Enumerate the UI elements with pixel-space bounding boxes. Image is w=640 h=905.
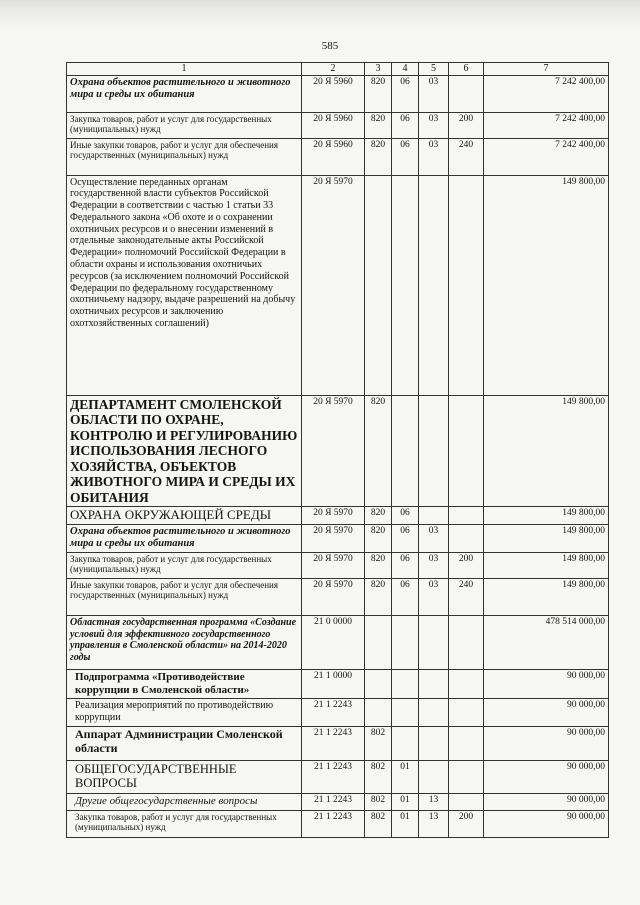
row-pr: 13 — [419, 794, 449, 811]
row-rz: 06 — [392, 553, 419, 579]
row-rz: 01 — [392, 794, 419, 811]
row-vr — [449, 75, 484, 112]
row-pr — [419, 761, 449, 794]
row-amount: 90 000,00 — [484, 761, 609, 794]
row-amount: 149 800,00 — [484, 553, 609, 579]
row-name: Закупка товаров, работ и услуг для государственных (муниципальных) нужд — [67, 553, 302, 579]
row-name: Подпрограмма «Противодействие коррупции в Смоленской области» — [67, 670, 302, 699]
row-name: Реализация мероприятий по противодействию коррупции — [67, 699, 302, 727]
row-grbs: 802 — [365, 794, 392, 811]
table-row — [67, 507, 609, 525]
row-csr: 20 Я 5970 — [302, 525, 365, 553]
row-vr — [449, 727, 484, 761]
row-vr: 200 — [449, 553, 484, 579]
row-grbs: 820 — [365, 579, 392, 616]
row-rz: 06 — [392, 112, 419, 138]
row-vr — [449, 670, 484, 699]
row-rz — [392, 727, 419, 761]
row-csr: 20 Я 5970 — [302, 553, 365, 579]
row-pr — [419, 395, 449, 507]
row-pr: 03 — [419, 579, 449, 616]
table-header-row — [67, 63, 609, 76]
row-pr: 03 — [419, 112, 449, 138]
row-name: Другие общегосударственные вопросы — [67, 794, 302, 811]
row-pr — [419, 507, 449, 525]
row-grbs: 820 — [365, 75, 392, 112]
row-grbs: 820 — [365, 112, 392, 138]
table-row — [67, 761, 609, 794]
row-vr — [449, 699, 484, 727]
row-csr: 20 Я 5960 — [302, 112, 365, 138]
row-name: Охрана объектов растительного и животного мира и среды их обитания — [67, 75, 302, 112]
header-col-name: 1 — [67, 63, 302, 76]
row-grbs: 820 — [365, 553, 392, 579]
row-pr: 03 — [419, 553, 449, 579]
table-row — [67, 175, 609, 395]
row-csr: 21 1 0000 — [302, 670, 365, 699]
table-row — [67, 727, 609, 761]
header-col-vr: 6 — [449, 63, 484, 76]
row-csr: 20 Я 5970 — [302, 579, 365, 616]
row-grbs — [365, 616, 392, 670]
row-name: ДЕПАРТАМЕНТ СМОЛЕНСКОЙ ОБЛАСТИ ПО ОХРАНЕ, КОНТРОЛЮ И РЕГУЛИРОВАНИЮ ИСПОЛЬЗОВАНИЯ ЛЕСНОГО ХОЗЯЙСТВА, ОБЪЕКТОВ ЖИВОТНОГО МИРА И СРЕДЫ ИХ ОБИТАНИЯ — [67, 395, 302, 507]
row-rz — [392, 670, 419, 699]
row-amount: 149 800,00 — [484, 175, 609, 395]
header-col-grbs: 3 — [365, 63, 392, 76]
row-amount: 149 800,00 — [484, 525, 609, 553]
row-vr — [449, 395, 484, 507]
row-vr: 240 — [449, 579, 484, 616]
row-pr — [419, 727, 449, 761]
table-row — [67, 395, 609, 507]
row-csr: 21 1 2243 — [302, 794, 365, 811]
row-csr: 21 1 2243 — [302, 727, 365, 761]
row-amount: 149 800,00 — [484, 507, 609, 525]
row-name: Аппарат Администрации Смоленской области — [67, 727, 302, 761]
table-row — [67, 616, 609, 670]
row-csr: 20 Я 5970 — [302, 175, 365, 395]
row-pr — [419, 616, 449, 670]
row-grbs — [365, 175, 392, 395]
row-rz — [392, 395, 419, 507]
row-amount: 7 242 400,00 — [484, 112, 609, 138]
table-row — [67, 811, 609, 838]
row-rz — [392, 699, 419, 727]
row-rz: 01 — [392, 761, 419, 794]
row-vr — [449, 761, 484, 794]
row-name: Осуществление переданных органам государственной власти субъектов Российской Федерации в соответствии с частью 1 статьи 33 Федерального закона «Об охоте и о сохранении охотничьих ресурсов и о внесении изменений в отдельные законодательные акты Российской Федерации» полномочий Российской Федерации в области охраны и использования охотничьих ресурсов (за исключением полномочий Российской Федерации по федеральному государственному охотничьему надзору, выдаче разрешений на добычу охотничьих ресурсов и заключению охотхозяйственных соглашений) — [67, 175, 302, 395]
row-name: Закупка товаров, работ и услуг для государственных (муниципальных) нужд — [67, 112, 302, 138]
row-csr: 20 Я 5960 — [302, 138, 365, 175]
header-col-pr: 5 — [419, 63, 449, 76]
row-grbs: 802 — [365, 811, 392, 838]
row-vr: 200 — [449, 112, 484, 138]
row-grbs: 820 — [365, 138, 392, 175]
row-amount: 90 000,00 — [484, 670, 609, 699]
row-name: Закупка товаров, работ и услуг для государственных (муниципальных) нужд — [67, 811, 302, 838]
row-vr: 200 — [449, 811, 484, 838]
row-amount: 149 800,00 — [484, 395, 609, 507]
table-row — [67, 525, 609, 553]
table-row — [67, 75, 609, 112]
row-rz: 06 — [392, 75, 419, 112]
row-pr: 03 — [419, 138, 449, 175]
row-name: Иные закупки товаров, работ и услуг для обеспечения государственных (муниципальных) нужд — [67, 138, 302, 175]
row-amount: 149 800,00 — [484, 579, 609, 616]
header-col-amount: 7 — [484, 63, 609, 76]
row-amount: 90 000,00 — [484, 811, 609, 838]
row-vr — [449, 525, 484, 553]
row-pr: 13 — [419, 811, 449, 838]
header-col-csr: 2 — [302, 63, 365, 76]
row-rz: 06 — [392, 507, 419, 525]
row-vr — [449, 175, 484, 395]
row-grbs — [365, 699, 392, 727]
row-grbs — [365, 670, 392, 699]
row-grbs: 802 — [365, 761, 392, 794]
scan-edge-shadow — [0, 0, 640, 40]
row-csr: 21 1 2243 — [302, 761, 365, 794]
table-row — [67, 138, 609, 175]
row-csr: 21 1 2243 — [302, 811, 365, 838]
row-pr — [419, 175, 449, 395]
row-rz — [392, 175, 419, 395]
row-amount: 90 000,00 — [484, 699, 609, 727]
row-csr: 20 Я 5960 — [302, 75, 365, 112]
row-pr — [419, 699, 449, 727]
header-col-rz: 4 — [392, 63, 419, 76]
row-name: Охрана объектов растительного и животного мира и среды их обитания — [67, 525, 302, 553]
row-grbs: 820 — [365, 525, 392, 553]
row-vr — [449, 794, 484, 811]
page-number: 585 — [321, 40, 339, 52]
table-row — [67, 670, 609, 699]
row-rz: 06 — [392, 579, 419, 616]
row-csr: 21 1 2243 — [302, 699, 365, 727]
row-amount: 90 000,00 — [484, 794, 609, 811]
row-grbs: 820 — [365, 395, 392, 507]
row-name: Областная государственная программа «Создание условий для эффективного государственного управления в Смоленской области» на 2014-2020 годы — [67, 616, 302, 670]
table-row — [67, 794, 609, 811]
row-csr: 20 Я 5970 — [302, 395, 365, 507]
row-name: ОХРАНА ОКРУЖАЮЩЕЙ СРЕДЫ — [67, 507, 302, 525]
row-pr: 03 — [419, 75, 449, 112]
table-row — [67, 579, 609, 616]
table-row — [67, 699, 609, 727]
row-grbs: 802 — [365, 727, 392, 761]
row-rz: 06 — [392, 525, 419, 553]
row-rz: 01 — [392, 811, 419, 838]
row-amount: 90 000,00 — [484, 727, 609, 761]
row-vr — [449, 616, 484, 670]
row-name: Иные закупки товаров, работ и услуг для обеспечения государственных (муниципальных) нужд — [67, 579, 302, 616]
table-row — [67, 112, 609, 138]
row-csr: 20 Я 5970 — [302, 507, 365, 525]
row-csr: 21 0 0000 — [302, 616, 365, 670]
table-row — [67, 553, 609, 579]
row-amount: 7 242 400,00 — [484, 75, 609, 112]
row-name: ОБЩЕГОСУДАРСТВЕННЫЕ ВОПРОСЫ — [67, 761, 302, 794]
row-rz: 06 — [392, 138, 419, 175]
row-amount: 7 242 400,00 — [484, 138, 609, 175]
row-rz — [392, 616, 419, 670]
row-pr: 03 — [419, 525, 449, 553]
row-grbs: 820 — [365, 507, 392, 525]
row-pr — [419, 670, 449, 699]
budget-table — [66, 62, 609, 838]
row-vr: 240 — [449, 138, 484, 175]
row-amount: 478 514 000,00 — [484, 616, 609, 670]
row-vr — [449, 507, 484, 525]
